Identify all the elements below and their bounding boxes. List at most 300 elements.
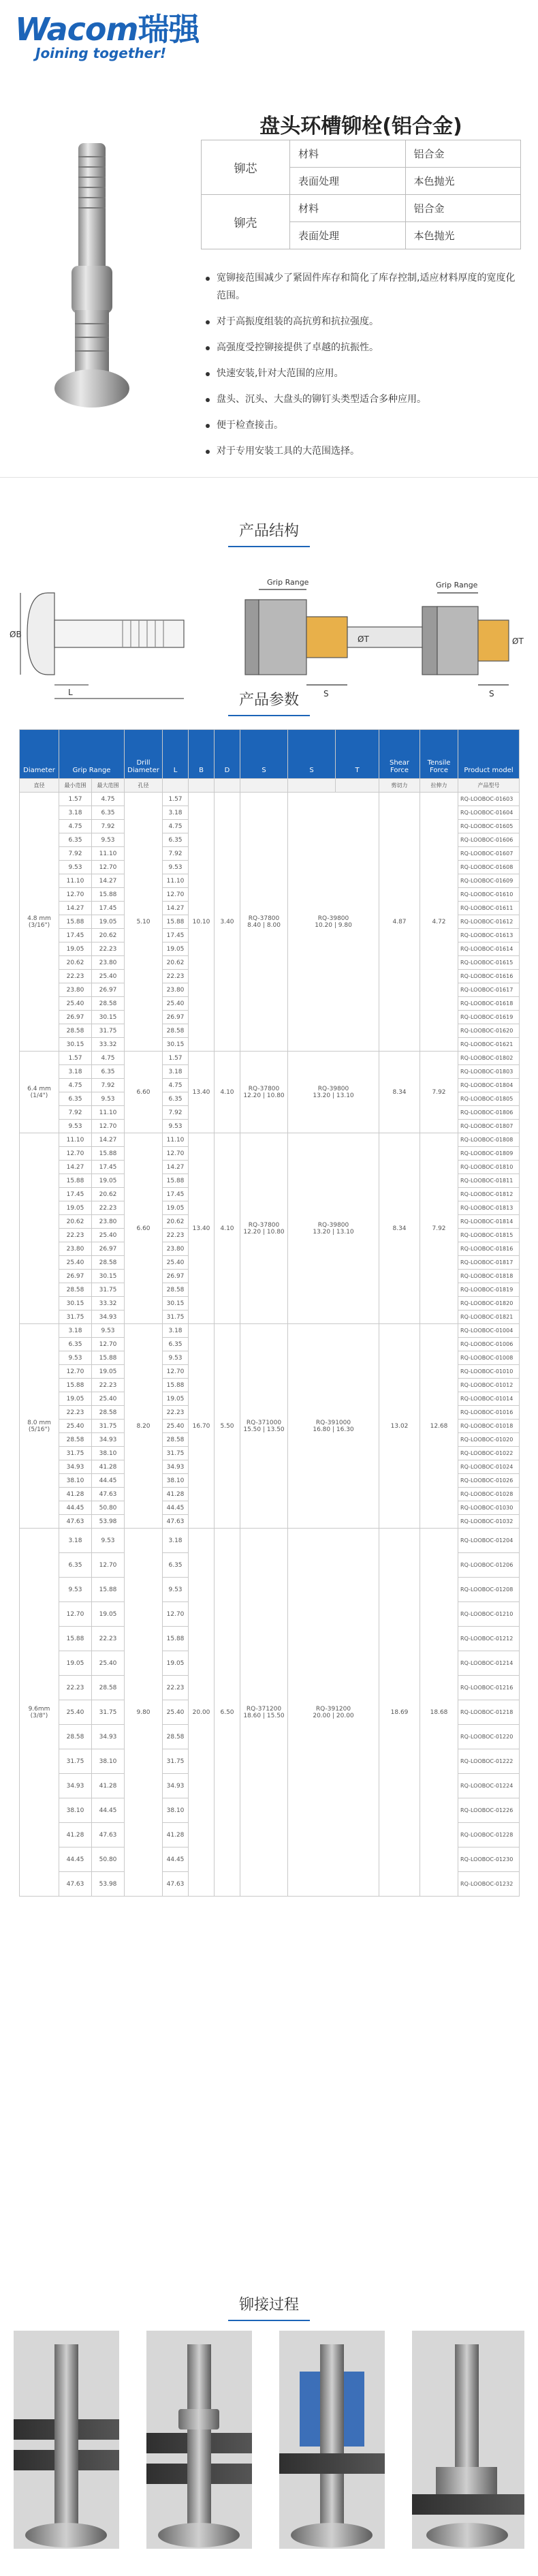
cell-diameter: 6.4 mm (1/4") <box>20 1052 59 1133</box>
cell-grip-min: 44.45 <box>59 1847 92 1872</box>
cell-model: RQ-LOOBOC-01804 <box>458 1079 520 1092</box>
cell-grip-min: 22.23 <box>59 1229 92 1242</box>
cell-s-model <box>240 1133 288 1324</box>
cell-grip-min: 38.10 <box>59 1474 92 1488</box>
cell-grip-max: 44.45 <box>92 1798 125 1823</box>
col-diameter: Diameter <box>20 730 59 779</box>
cell-model: RQ-LOOBOC-01819 <box>458 1283 520 1297</box>
col-l: L <box>163 730 189 779</box>
cell-grip-min: 6.35 <box>59 1553 92 1578</box>
cell-grip-min: 17.45 <box>59 929 92 942</box>
sub-grip-max: 最大范围 <box>92 779 125 793</box>
cell-model: RQ-LOOBOC-01028 <box>458 1488 520 1501</box>
cell-l-min: 26.97 <box>163 1011 189 1024</box>
cell-model: RQ-LOOBOC-01813 <box>458 1201 520 1215</box>
cell-l-min: 7.92 <box>163 847 189 861</box>
cell-l-min: 38.10 <box>163 1798 189 1823</box>
param-subheader-row <box>20 779 520 793</box>
cell-grip-max: 28.58 <box>92 1406 125 1420</box>
t-val: 16.80 | 16.30 <box>313 1426 354 1433</box>
cell-model: RQ-LOOBOC-01014 <box>458 1392 520 1406</box>
cell-model: RQ-LOOBOC-01204 <box>458 1529 520 1553</box>
feature-item: 便于检查接击。 <box>204 416 524 434</box>
cell-l-min: 47.63 <box>163 1515 189 1529</box>
grip-range-label: Grip Range <box>267 578 309 587</box>
cell-model: RQ-LOOBOC-01006 <box>458 1338 520 1351</box>
cell-l-min: 3.18 <box>163 1065 189 1079</box>
cell-grip-min: 14.27 <box>59 1161 92 1174</box>
cell-grip-max: 12.70 <box>92 861 125 874</box>
cell-grip-max: 17.45 <box>92 1161 125 1174</box>
spec-row <box>202 195 521 222</box>
t-model: RQ-39800 <box>317 1221 349 1229</box>
cell-grip-max: 28.58 <box>92 1256 125 1270</box>
cell-b: 16.70 <box>189 1324 215 1529</box>
cell-l-min: 28.58 <box>163 1433 189 1447</box>
cell-grip-max: 33.32 <box>92 1297 125 1310</box>
dim-t-label: ØT <box>358 634 369 644</box>
cell-grip-max: 38.10 <box>92 1447 125 1460</box>
cell-grip-min: 28.58 <box>59 1024 92 1038</box>
spec-key: 材料 <box>290 195 406 222</box>
cell-d: 4.10 <box>215 1133 240 1324</box>
s-val: 18.60 | 15.50 <box>243 1712 285 1719</box>
cell-model: RQ-LOOBOC-01210 <box>458 1602 520 1627</box>
spec-value: 本色抛光 <box>405 222 521 249</box>
cell-l-min: 15.88 <box>163 1627 189 1651</box>
cell-grip-max: 12.70 <box>92 1338 125 1351</box>
s-val: 8.40 | 8.00 <box>247 921 281 929</box>
brand-logo <box>15 12 240 65</box>
cell-diameter: 9.6mm (3/8") <box>20 1529 59 1897</box>
cell-model: RQ-LOOBOC-01020 <box>458 1433 520 1447</box>
cell-grip-min: 12.70 <box>59 1602 92 1627</box>
cell-grip-max: 19.05 <box>92 1174 125 1188</box>
cell-l-min: 25.40 <box>163 1256 189 1270</box>
spec-value: 铝合金 <box>405 140 521 168</box>
cell-model: RQ-LOOBOC-01218 <box>458 1700 520 1725</box>
cell-tensile: 7.92 <box>420 1133 458 1324</box>
cell-grip-min: 17.45 <box>59 1188 92 1201</box>
cell-l-min: 19.05 <box>163 1392 189 1406</box>
feature-item: 快速安装,针对大范围的应用。 <box>204 365 524 382</box>
cell-model: RQ-LOOBOC-01030 <box>458 1501 520 1515</box>
cell-b: 10.10 <box>189 793 215 1052</box>
cell-l-min: 25.40 <box>163 997 189 1011</box>
sub-tensile: 拉伸力 <box>420 779 458 793</box>
cell-l-min: 15.88 <box>163 1379 189 1392</box>
table-row <box>20 1133 520 1147</box>
col-s2: S <box>288 730 336 779</box>
cell-model: RQ-LOOBOC-01610 <box>458 888 520 902</box>
cell-model: RQ-LOOBOC-01618 <box>458 997 520 1011</box>
spec-value: 铝合金 <box>405 195 521 222</box>
cell-grip-max: 25.40 <box>92 970 125 983</box>
cell-grip-min: 6.35 <box>59 833 92 847</box>
cell-grip-max: 38.10 <box>92 1749 125 1774</box>
cell-l-min: 9.53 <box>163 1578 189 1602</box>
cell-d: 3.40 <box>215 793 240 1052</box>
cell-grip-min: 38.10 <box>59 1798 92 1823</box>
cell-l-min: 30.15 <box>163 1038 189 1052</box>
table-row <box>20 793 520 806</box>
brand-tagline: Joining together! <box>35 45 167 61</box>
cell-model: RQ-LOOBOC-01621 <box>458 1038 520 1052</box>
t-model: RQ-391000 <box>315 1419 351 1426</box>
cell-grip-min: 12.70 <box>59 1147 92 1161</box>
cell-model: RQ-LOOBOC-01815 <box>458 1229 520 1242</box>
cell-tensile: 18.68 <box>420 1529 458 1897</box>
cell-l-min: 31.75 <box>163 1447 189 1460</box>
cell-l-min: 6.35 <box>163 1553 189 1578</box>
cell-model: RQ-LOOBOC-01816 <box>458 1242 520 1256</box>
cell-l-min: 12.70 <box>163 1365 189 1379</box>
param-table-body <box>20 793 520 1897</box>
process-step-3 <box>279 2331 385 2549</box>
cell-grip-max: 41.28 <box>92 1774 125 1798</box>
col-drill: Drill Diameter <box>125 730 163 779</box>
cell-grip-min: 34.93 <box>59 1460 92 1474</box>
cell-grip-min: 3.18 <box>59 1065 92 1079</box>
cell-grip-max: 9.53 <box>92 1092 125 1106</box>
rivet-product-image <box>48 136 163 423</box>
spec-row <box>202 140 521 168</box>
spec-key: 表面处理 <box>290 222 406 249</box>
cell-l-min: 15.88 <box>163 915 189 929</box>
cell-grip-min: 25.40 <box>59 1420 92 1433</box>
cell-grip-max: 20.62 <box>92 929 125 942</box>
cell-grip-min: 22.23 <box>59 970 92 983</box>
cell-tensile: 7.92 <box>420 1052 458 1133</box>
cell-l-min: 38.10 <box>163 1474 189 1488</box>
feature-item: 对于专用安装工具的大范围选择。 <box>204 442 524 460</box>
cell-model: RQ-LOOBOC-01224 <box>458 1774 520 1798</box>
sub-drill: 孔径 <box>125 779 163 793</box>
cell-grip-max: 34.93 <box>92 1310 125 1324</box>
process-step-1 <box>14 2331 119 2549</box>
cell-grip-max: 31.75 <box>92 1283 125 1297</box>
cell-grip-min: 9.53 <box>59 1120 92 1133</box>
col-model: Product model <box>458 730 520 779</box>
s-val: 15.50 | 13.50 <box>243 1426 285 1433</box>
cell-grip-min: 3.18 <box>59 1529 92 1553</box>
cell-l-min: 15.88 <box>163 1174 189 1188</box>
s-val: 12.20 | 10.80 <box>243 1092 285 1099</box>
param-table <box>19 729 520 1897</box>
cell-grip-max: 12.70 <box>92 1553 125 1578</box>
col-s: S <box>240 730 288 779</box>
cell-grip-max: 34.93 <box>92 1433 125 1447</box>
cell-l-min: 41.28 <box>163 1488 189 1501</box>
t-val: 13.20 | 13.10 <box>313 1092 354 1099</box>
s-model: RQ-371000 <box>246 1419 282 1426</box>
col-tensile: Tensile Force <box>420 730 458 779</box>
cell-model: RQ-LOOBOC-01004 <box>458 1324 520 1338</box>
cell-l-min: 7.92 <box>163 1106 189 1120</box>
cell-diameter: 4.8 mm (3/16") <box>20 793 59 1052</box>
sub-model: 产品型号 <box>458 779 520 793</box>
cell-grip-min: 28.58 <box>59 1725 92 1749</box>
cell-grip-max: 7.92 <box>92 820 125 833</box>
cell-grip-max: 50.80 <box>92 1501 125 1515</box>
cell-model: RQ-LOOBOC-01818 <box>458 1270 520 1283</box>
cell-grip-min: 20.62 <box>59 956 92 970</box>
dim-s-label: S <box>489 689 494 699</box>
cell-grip-min: 20.62 <box>59 1215 92 1229</box>
sub-l <box>163 779 189 793</box>
cell-l-min: 1.57 <box>163 1052 189 1065</box>
t-val: 20.00 | 20.00 <box>313 1712 354 1719</box>
cell-l-min: 6.35 <box>163 1338 189 1351</box>
installed-compact-drawing <box>422 593 509 685</box>
cell-model: RQ-LOOBOC-01609 <box>458 874 520 888</box>
cell-grip-max: 53.98 <box>92 1872 125 1897</box>
cell-grip-max: 34.93 <box>92 1725 125 1749</box>
cell-l-min: 19.05 <box>163 942 189 956</box>
cell-l-min: 12.70 <box>163 1147 189 1161</box>
cell-l-min: 19.05 <box>163 1201 189 1215</box>
cell-grip-min: 19.05 <box>59 1651 92 1676</box>
cell-model: RQ-LOOBOC-01228 <box>458 1823 520 1847</box>
cell-grip-max: 31.75 <box>92 1700 125 1725</box>
cell-grip-min: 22.23 <box>59 1406 92 1420</box>
cell-drill: 8.20 <box>125 1324 163 1529</box>
cell-l-min: 4.75 <box>163 1079 189 1092</box>
cell-grip-min: 41.28 <box>59 1488 92 1501</box>
cell-model: RQ-LOOBOC-01810 <box>458 1161 520 1174</box>
cell-diameter <box>20 1133 59 1324</box>
cell-grip-max: 50.80 <box>92 1847 125 1872</box>
cell-l-min: 25.40 <box>163 1420 189 1433</box>
cell-t-model <box>288 1052 379 1133</box>
cell-model: RQ-LOOBOC-01232 <box>458 1872 520 1897</box>
cell-grip-max: 30.15 <box>92 1011 125 1024</box>
cell-model: RQ-LOOBOC-01802 <box>458 1052 520 1065</box>
cell-l-min: 25.40 <box>163 1700 189 1725</box>
cell-l-min: 41.28 <box>163 1823 189 1847</box>
cell-grip-min: 26.97 <box>59 1011 92 1024</box>
cell-model: RQ-LOOBOC-01805 <box>458 1092 520 1106</box>
cell-grip-min: 15.88 <box>59 1174 92 1188</box>
cell-grip-max: 23.80 <box>92 1215 125 1229</box>
cell-grip-min: 4.75 <box>59 820 92 833</box>
cell-model: RQ-LOOBOC-01605 <box>458 820 520 833</box>
s-model: RQ-37800 <box>248 1085 280 1092</box>
cell-model: RQ-LOOBOC-01617 <box>458 983 520 997</box>
cell-l-min: 1.57 <box>163 793 189 806</box>
sub-d <box>215 779 240 793</box>
cell-l-min: 19.05 <box>163 1651 189 1676</box>
cell-b: 13.40 <box>189 1133 215 1324</box>
cell-model: RQ-LOOBOC-01803 <box>458 1065 520 1079</box>
cell-grip-min: 9.53 <box>59 1351 92 1365</box>
cell-l-min: 3.18 <box>163 1324 189 1338</box>
cell-grip-max: 4.75 <box>92 793 125 806</box>
cell-model: RQ-LOOBOC-01016 <box>458 1406 520 1420</box>
cell-model: RQ-LOOBOC-01812 <box>458 1188 520 1201</box>
cell-l-min: 17.45 <box>163 1188 189 1201</box>
cell-grip-max: 44.45 <box>92 1474 125 1488</box>
cell-model: RQ-LOOBOC-01010 <box>458 1365 520 1379</box>
cell-grip-max: 17.45 <box>92 902 125 915</box>
cell-grip-min: 23.80 <box>59 1242 92 1256</box>
param-table-wrap <box>19 729 519 1897</box>
cell-l-min: 34.93 <box>163 1460 189 1474</box>
cell-grip-min: 6.35 <box>59 1338 92 1351</box>
cell-l-min: 28.58 <box>163 1024 189 1038</box>
sub-grip-min: 最小范围 <box>59 779 92 793</box>
brand-wordmark: Wacom瑞强 <box>15 11 200 48</box>
cell-drill: 9.80 <box>125 1529 163 1897</box>
cell-grip-min: 4.75 <box>59 1079 92 1092</box>
cell-grip-max: 20.62 <box>92 1188 125 1201</box>
cell-l-min: 22.23 <box>163 1229 189 1242</box>
dim-t-label: ØT <box>512 637 524 646</box>
cell-l-min: 31.75 <box>163 1749 189 1774</box>
dim-s-label: S <box>323 689 329 699</box>
cell-grip-min: 30.15 <box>59 1038 92 1052</box>
cell-grip-max: 31.75 <box>92 1024 125 1038</box>
cell-model: RQ-LOOBOC-01604 <box>458 806 520 820</box>
cell-grip-min: 3.18 <box>59 1324 92 1338</box>
feature-item: 盘头、沉头、大盘头的铆钉头类型适合多种应用。 <box>204 390 524 408</box>
cell-grip-min: 47.63 <box>59 1872 92 1897</box>
cell-grip-min: 7.92 <box>59 847 92 861</box>
cell-l-min: 14.27 <box>163 902 189 915</box>
installed-side-drawing <box>245 589 449 685</box>
cell-grip-min: 12.70 <box>59 1365 92 1379</box>
cell-grip-min: 15.88 <box>59 915 92 929</box>
cell-model: RQ-LOOBOC-01226 <box>458 1798 520 1823</box>
cell-grip-min: 19.05 <box>59 942 92 956</box>
cell-model: RQ-LOOBOC-01216 <box>458 1676 520 1700</box>
cell-l-min: 9.53 <box>163 861 189 874</box>
cell-shear: 8.34 <box>379 1133 420 1324</box>
cell-model: RQ-LOOBOC-01612 <box>458 915 520 929</box>
cell-l-min: 4.75 <box>163 820 189 833</box>
cell-model: RQ-LOOBOC-01607 <box>458 847 520 861</box>
cell-l-min: 12.70 <box>163 1602 189 1627</box>
cell-model: RQ-LOOBOC-01230 <box>458 1847 520 1872</box>
cell-grip-min: 47.63 <box>59 1515 92 1529</box>
cell-grip-max: 25.40 <box>92 1651 125 1676</box>
cell-grip-min: 12.70 <box>59 888 92 902</box>
cell-grip-max: 6.35 <box>92 1065 125 1079</box>
cell-model: RQ-LOOBOC-01811 <box>458 1174 520 1188</box>
cell-model: RQ-LOOBOC-01026 <box>458 1474 520 1488</box>
cell-grip-min: 31.75 <box>59 1447 92 1460</box>
cell-grip-max: 9.53 <box>92 1529 125 1553</box>
cell-model: RQ-LOOBOC-01220 <box>458 1725 520 1749</box>
cell-grip-min: 11.10 <box>59 1133 92 1147</box>
cell-model: RQ-LOOBOC-01606 <box>458 833 520 847</box>
cell-shear: 8.34 <box>379 1052 420 1133</box>
cell-grip-min: 3.18 <box>59 806 92 820</box>
cell-l-min: 31.75 <box>163 1310 189 1324</box>
cell-grip-max: 4.75 <box>92 1052 125 1065</box>
cell-model: RQ-LOOBOC-01018 <box>458 1420 520 1433</box>
dim-diameter-label: ØB <box>10 630 22 639</box>
col-shear: Shear Force <box>379 730 420 779</box>
cell-grip-max: 19.05 <box>92 1365 125 1379</box>
cell-l-min: 23.80 <box>163 1242 189 1256</box>
cell-grip-max: 19.05 <box>92 915 125 929</box>
grip-range-label: Grip Range <box>436 581 478 589</box>
cell-s-model <box>240 1529 288 1897</box>
cell-shear: 4.87 <box>379 793 420 1052</box>
t-model: RQ-39800 <box>317 1085 349 1092</box>
cell-l-min: 12.70 <box>163 888 189 902</box>
spec-group-label: 铆壳 <box>202 195 290 249</box>
cell-grip-min: 9.53 <box>59 861 92 874</box>
col-t: T <box>336 730 379 779</box>
cell-grip-max: 14.27 <box>92 1133 125 1147</box>
cell-grip-min: 19.05 <box>59 1201 92 1215</box>
cell-grip-min: 22.23 <box>59 1676 92 1700</box>
t-val: 10.20 | 9.80 <box>315 921 352 929</box>
cell-l-min: 3.18 <box>163 1529 189 1553</box>
cell-model: RQ-LOOBOC-01613 <box>458 929 520 942</box>
s-model: RQ-371200 <box>246 1705 282 1713</box>
cell-model: RQ-LOOBOC-01620 <box>458 1024 520 1038</box>
cell-l-min: 34.93 <box>163 1774 189 1798</box>
cell-grip-min: 31.75 <box>59 1749 92 1774</box>
param-header-row <box>20 730 520 779</box>
sub-t <box>336 779 379 793</box>
riveting-process-images <box>0 2331 538 2562</box>
section-title-params: 产品参数 <box>0 688 538 716</box>
cell-grip-max: 15.88 <box>92 1147 125 1161</box>
cell-l-min: 23.80 <box>163 983 189 997</box>
cell-model: RQ-LOOBOC-01212 <box>458 1627 520 1651</box>
cell-grip-min: 28.58 <box>59 1433 92 1447</box>
cell-model: RQ-LOOBOC-01821 <box>458 1310 520 1324</box>
cell-model: RQ-LOOBOC-01603 <box>458 793 520 806</box>
cell-grip-min: 31.75 <box>59 1310 92 1324</box>
cell-l-min: 28.58 <box>163 1283 189 1297</box>
cell-grip-min: 25.40 <box>59 997 92 1011</box>
cell-model: RQ-LOOBOC-01008 <box>458 1351 520 1365</box>
cell-diameter: 8.0 mm (5/16") <box>20 1324 59 1529</box>
cell-model: RQ-LOOBOC-01616 <box>458 970 520 983</box>
cell-grip-max: 31.75 <box>92 1420 125 1433</box>
cell-model: RQ-LOOBOC-01214 <box>458 1651 520 1676</box>
cell-grip-max: 23.80 <box>92 956 125 970</box>
cell-l-min: 9.53 <box>163 1351 189 1365</box>
spec-key: 材料 <box>290 140 406 168</box>
cell-model: RQ-LOOBOC-01608 <box>458 861 520 874</box>
cell-grip-max: 6.35 <box>92 806 125 820</box>
cell-grip-max: 25.40 <box>92 1229 125 1242</box>
cell-grip-min: 19.05 <box>59 1392 92 1406</box>
s-val: 12.20 | 10.80 <box>243 1228 285 1236</box>
s-model: RQ-37800 <box>248 915 280 922</box>
cell-l-min: 44.45 <box>163 1847 189 1872</box>
cell-l-min: 30.15 <box>163 1297 189 1310</box>
col-d: D <box>215 730 240 779</box>
cell-grip-max: 19.05 <box>92 1602 125 1627</box>
feature-item: 对于高振度组装的高抗剪和抗拉强度。 <box>204 313 524 331</box>
cell-l-min: 14.27 <box>163 1161 189 1174</box>
table-row <box>20 1052 520 1065</box>
cell-grip-min: 9.53 <box>59 1578 92 1602</box>
cell-grip-max: 33.32 <box>92 1038 125 1052</box>
cell-t-model <box>288 1133 379 1324</box>
cell-grip-max: 28.58 <box>92 1676 125 1700</box>
table-row <box>20 1324 520 1338</box>
cell-grip-max: 47.63 <box>92 1488 125 1501</box>
cell-tensile: 4.72 <box>420 793 458 1052</box>
